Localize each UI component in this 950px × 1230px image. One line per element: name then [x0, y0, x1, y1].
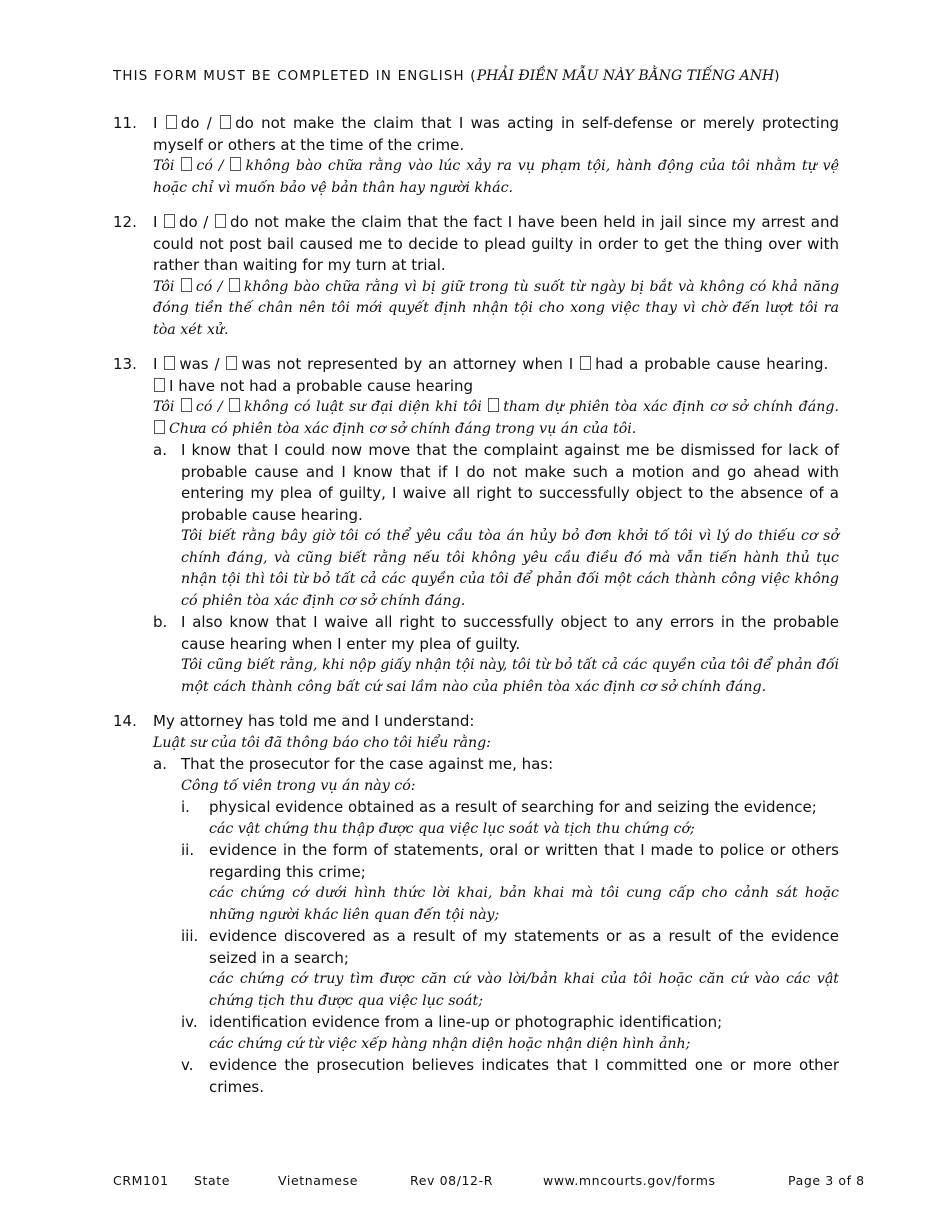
sub-a-vietnamese: Công tố viên trong vụ án này có:: [181, 777, 416, 794]
checkbox-khong[interactable]: [230, 157, 241, 171]
text: I: [153, 355, 158, 373]
sub-b-english: I also know that I waive all right to successfully object to any errors in the probable cause hearing when I enter my plea of guilty.: [181, 613, 839, 653]
list-item-english: evidence discovered as a result of my statements or as a result of the evidence seized in a search;: [209, 927, 839, 967]
checkbox-do[interactable]: [164, 214, 175, 228]
list-item-vietnamese: các chứng cớ truy tìm được căn cứ vào lời/bản khai của tôi hoặc căn cứ vào các vật chứng tịch thu được qua việc lục soát;: [209, 971, 839, 1009]
header-english: THIS FORM MUST BE COMPLETED IN ENGLISH: [113, 69, 465, 84]
text: không bào chữa rằng vì bị giữ trong tù suốt từ ngày bị bắt và không có khả năng đóng tiền thế chân nên tôi mới quyết định nhận tội cho xong việc thay vì chờ đến lượt tôi ra tòa xét xử.: [153, 278, 840, 338]
checkbox-co[interactable]: [181, 398, 192, 412]
footer-page-number: Page 3 of 8: [788, 1173, 865, 1188]
sub-a-english: That the prosecutor for the case against me, has:: [181, 755, 554, 773]
item-13-vietnamese: [153, 397, 839, 440]
item-12-english: [153, 212, 839, 277]
text: was not represented by an attorney when I: [241, 355, 574, 373]
item-13-sub-b: [153, 612, 839, 698]
text: do not make the claim that the fact I have been held in jail since my arrest and could not post bail caused me to decide to plead guilty in order to get the thing over with rather than waiting for my turn at trial.: [153, 213, 839, 274]
checkbox-do-not[interactable]: [220, 115, 231, 129]
text: Chưa có phiên tòa xác định cơ sở chính đáng trong vụ án của tôi.: [169, 420, 637, 437]
sub-b-vietnamese: Tôi cũng biết rằng, khi nộp giấy nhận tội này, tôi từ bỏ tất cả các quyền của tôi để phản đối một cách thành công bất cứ sai lầm nào của phiên tòa xác định cơ sở chính đáng.: [181, 657, 839, 695]
list-item-vietnamese: các chứng cớ dưới hình thức lời khai, bản khai mà tôi cung cấp cho cảnh sát hoặc những người khác liên quan đến tội này;: [209, 885, 839, 923]
checkbox-had-hearing[interactable]: [580, 356, 591, 370]
text: I have not had a probable cause hearing: [169, 376, 474, 395]
item-11-english: [153, 113, 839, 156]
header-vietnamese: PHẢI ĐIỀN MẪU NÀY BẰNG TIẾNG ANH: [476, 68, 775, 84]
checkbox-was[interactable]: [164, 356, 175, 370]
sub-label: b.: [153, 613, 168, 631]
text: I: [153, 213, 158, 231]
footer-form-code: CRM101: [113, 1173, 169, 1188]
item-14-english: My attorney has told me and I understand:: [153, 712, 475, 730]
list-label: v.: [181, 1056, 194, 1074]
list-item: [181, 1055, 839, 1098]
item-12: [113, 212, 839, 341]
text: có /: [195, 278, 223, 295]
text: was /: [179, 355, 220, 373]
sub-a-english: I know that I could now move that the complaint against me be dismissed for lack of probable cause and I know that if I do not make such a motion and go ahead with entering my plea of guilty, I waive all right to successfully object to the absence of a probable cause hearing.: [181, 441, 839, 524]
item-number: 14.: [113, 712, 137, 730]
text: do not make the claim that I was acting in self-defense or merely protecting myself or others at the time of the crime.: [153, 114, 839, 154]
list-label: i.: [181, 798, 190, 816]
text: Tôi: [153, 158, 175, 174]
item-11: [113, 113, 839, 199]
list-item: [181, 797, 839, 840]
checkbox-do[interactable]: [166, 115, 177, 129]
footer-revision: Rev 08/12-R: [410, 1173, 494, 1188]
text: do /: [179, 213, 209, 231]
text: do /: [180, 114, 212, 132]
list-item-vietnamese: các vật chứng thu thập được qua việc lục soát và tịch thu chứng cớ;: [209, 820, 695, 837]
footer-state: State: [194, 1173, 231, 1188]
item-13-sub-a: [153, 440, 839, 612]
checkbox-khong[interactable]: [229, 398, 240, 412]
list-item-english: physical evidence obtained as a result of searching for and seizing the evidence;: [209, 798, 817, 816]
checkbox-was-not[interactable]: [226, 356, 237, 370]
text: I: [153, 114, 158, 132]
form-content: [113, 113, 839, 1111]
list-item: [181, 1012, 839, 1055]
item-13-english: [153, 354, 839, 397]
checkbox-tham-du[interactable]: [488, 398, 499, 412]
checkbox-no-hearing[interactable]: [154, 378, 165, 392]
list-item: [181, 926, 839, 1012]
sub-label: a.: [153, 441, 167, 459]
list-item-vietnamese: các chứng cứ từ việc xếp hàng nhận diện hoặc nhận diện hình ảnh;: [209, 1035, 691, 1052]
list-item-english: evidence the prosecution believes indicates that I committed one or more other crimes.: [209, 1056, 839, 1096]
checkbox-co[interactable]: [181, 278, 192, 292]
sub-label: a.: [153, 755, 167, 773]
list-label: iii.: [181, 927, 199, 945]
checkbox-khong[interactable]: [229, 278, 240, 292]
header-open-paren: (: [464, 69, 477, 84]
item-11-vietnamese: [153, 156, 839, 199]
sub-a-vietnamese: Tôi biết rằng bây giờ tôi có thể yêu cầu tòa án hủy bỏ đơn khởi tố tôi vì lý do thiếu cơ sở chính đáng, và cũng biết rằng nếu tôi không yêu cầu điều đó mà vẫn tiến hành thủ tục nhận tội thì tôi từ bỏ tất cả các quyền của tôi để phản đối một cách thành công việc không có phiên tòa xác định cơ sở chính đáng.: [181, 528, 839, 609]
text: không bào chữa rằng vào lúc xảy ra vụ phạm tội, hành động của tôi nhằm tự vệ hoặc chỉ vì muốn bảo vệ bản thân hay người khác.: [153, 158, 840, 196]
checkbox-do-not[interactable]: [215, 214, 226, 228]
page-header: [113, 66, 853, 88]
item-number: 12.: [113, 213, 137, 231]
item-number: 11.: [113, 114, 137, 132]
list-item: [181, 840, 839, 926]
item-14-sub-a: [153, 754, 839, 1098]
item-14-vietnamese: Luật sư của tôi đã thông báo cho tôi hiểu rằng:: [153, 734, 491, 751]
list-label: iv.: [181, 1013, 198, 1031]
text: Tôi: [153, 278, 175, 295]
item-14: [113, 711, 839, 1098]
footer-url-link[interactable]: www.mncourts.gov/forms: [543, 1173, 716, 1188]
text: có /: [195, 399, 223, 415]
checkbox-co[interactable]: [181, 157, 192, 171]
checkbox-chua-co[interactable]: [154, 420, 165, 434]
list-item-english: evidence in the form of statements, oral or written that I made to police or others regarding this crime;: [209, 841, 839, 881]
header-close-paren: ): [774, 69, 781, 84]
text: Tôi: [153, 399, 175, 415]
item-number: 13.: [113, 355, 137, 373]
text: had a probable cause hearing.: [595, 355, 829, 373]
text: có /: [196, 158, 224, 174]
list-label: ii.: [181, 841, 195, 859]
item-13: [113, 354, 839, 698]
page-footer: [0, 1173, 950, 1193]
text: tham dự phiên tòa xác định cơ sở chính đáng.: [503, 399, 839, 415]
item-12-vietnamese: [153, 277, 839, 342]
footer-language: Vietnamese: [278, 1173, 358, 1188]
list-item-english: identification evidence from a line-up or photographic identification;: [209, 1013, 723, 1031]
text: không có luật sư đại diện khi tôi: [244, 399, 482, 415]
